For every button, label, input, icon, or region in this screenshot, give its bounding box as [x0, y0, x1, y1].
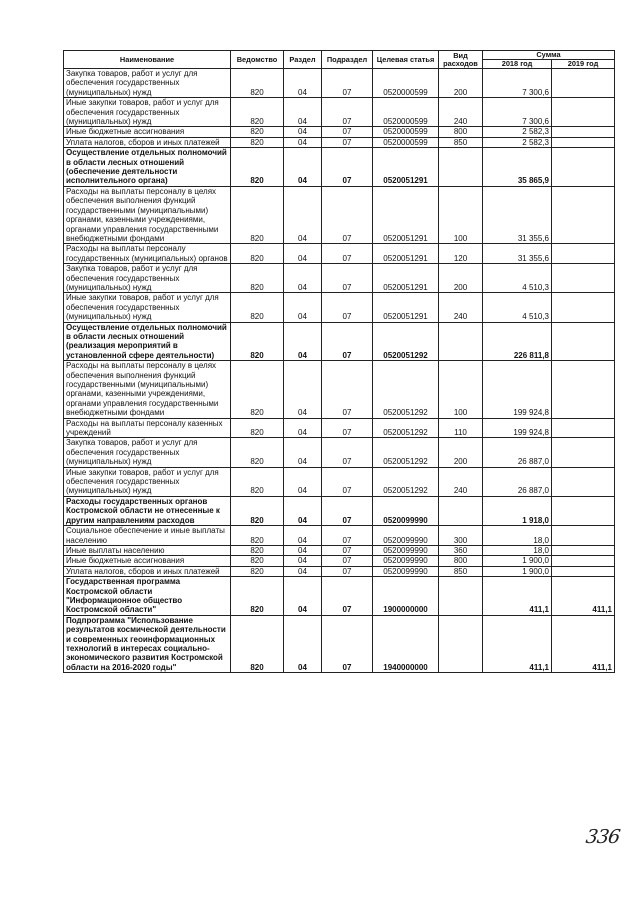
table-row	[64, 264, 615, 293]
cell-kind	[439, 496, 483, 525]
cell-y2018: 1 900,0	[483, 566, 552, 576]
cell-dept: 820	[231, 615, 284, 672]
cell-name: Уплата налогов, сборов и иных платежей	[64, 137, 231, 147]
cell-y2019	[552, 322, 615, 361]
cell-y2018: 26 887,0	[483, 467, 552, 496]
cell-y2019	[552, 496, 615, 525]
cell-dept: 820	[231, 148, 284, 187]
cell-kind	[439, 322, 483, 361]
cell-kind: 240	[439, 293, 483, 322]
cell-dept: 820	[231, 293, 284, 322]
header-target: Целевая статья	[373, 51, 439, 69]
cell-subsection: 07	[322, 467, 373, 496]
cell-dept: 820	[231, 361, 284, 418]
cell-section: 04	[284, 322, 322, 361]
header-2019: 2019 год	[552, 60, 615, 69]
cell-y2019	[552, 526, 615, 546]
cell-y2018: 411,1	[483, 615, 552, 672]
cell-subsection: 07	[322, 322, 373, 361]
cell-section: 04	[284, 556, 322, 566]
cell-kind	[439, 577, 483, 616]
cell-section: 04	[284, 577, 322, 616]
cell-y2019	[552, 556, 615, 566]
cell-section: 04	[284, 418, 322, 438]
cell-y2019	[552, 264, 615, 293]
cell-y2019	[552, 244, 615, 264]
cell-y2018: 35 865,9	[483, 148, 552, 187]
cell-kind: 100	[439, 186, 483, 243]
cell-target: 0520051292	[373, 322, 439, 361]
cell-y2018: 7 300,6	[483, 98, 552, 127]
cell-y2018: 226 811,8	[483, 322, 552, 361]
cell-name: Государственная программа Костромской области "Информационное общество Костромской области"	[64, 577, 231, 616]
cell-y2019	[552, 127, 615, 137]
budget-table	[63, 50, 615, 673]
cell-section: 04	[284, 98, 322, 127]
cell-target: 0520000599	[373, 137, 439, 147]
cell-kind: 100	[439, 361, 483, 418]
cell-dept: 820	[231, 467, 284, 496]
cell-y2018: 1 918,0	[483, 496, 552, 525]
table-row	[64, 361, 615, 418]
table-row	[64, 566, 615, 576]
cell-target: 0520099990	[373, 496, 439, 525]
cell-subsection: 07	[322, 186, 373, 243]
cell-section: 04	[284, 69, 322, 98]
cell-section: 04	[284, 293, 322, 322]
cell-section: 04	[284, 127, 322, 137]
cell-dept: 820	[231, 127, 284, 137]
cell-name: Закупка товаров, работ и услуг для обеспечения государственных (муниципальных) нужд	[64, 438, 231, 467]
cell-subsection: 07	[322, 438, 373, 467]
header-2018: 2018 год	[483, 60, 552, 69]
cell-dept: 820	[231, 545, 284, 555]
cell-y2019	[552, 98, 615, 127]
table-row	[64, 418, 615, 438]
cell-dept: 820	[231, 556, 284, 566]
table-row	[64, 556, 615, 566]
cell-y2018: 4 510,3	[483, 293, 552, 322]
cell-name: Закупка товаров, работ и услуг для обеспечения государственных (муниципальных) нужд	[64, 264, 231, 293]
header-sum: Сумма	[483, 51, 615, 60]
table-row	[64, 467, 615, 496]
table-row	[64, 322, 615, 361]
cell-dept: 820	[231, 577, 284, 616]
cell-y2019	[552, 148, 615, 187]
cell-subsection: 07	[322, 293, 373, 322]
cell-target: 0520051291	[373, 244, 439, 264]
cell-subsection: 07	[322, 69, 373, 98]
cell-section: 04	[284, 137, 322, 147]
cell-subsection: 07	[322, 264, 373, 293]
cell-name: Осуществление отдельных полномочий в области лесных отношений (обеспечение деятельности исполнительного органа)	[64, 148, 231, 187]
cell-subsection: 07	[322, 137, 373, 147]
cell-kind: 200	[439, 264, 483, 293]
cell-kind: 110	[439, 418, 483, 438]
cell-name: Иные закупки товаров, работ и услуг для обеспечения государственных (муниципальных) нужд	[64, 467, 231, 496]
header-dept: Ведомство	[231, 51, 284, 69]
cell-target: 0520099990	[373, 526, 439, 546]
cell-subsection: 07	[322, 148, 373, 187]
cell-section: 04	[284, 264, 322, 293]
cell-section: 04	[284, 496, 322, 525]
cell-y2019	[552, 361, 615, 418]
header-subsection: Подраздел	[322, 51, 373, 69]
table-row	[64, 148, 615, 187]
cell-target: 0520051291	[373, 148, 439, 187]
cell-dept: 820	[231, 566, 284, 576]
cell-y2019	[552, 69, 615, 98]
cell-name: Расходы на выплаты персоналу в целях обеспечения выполнения функций государственными (муниципальными) органами, казенными учреждениями, органами управления государственными внебюджетными фондами	[64, 361, 231, 418]
cell-y2018: 2 582,3	[483, 127, 552, 137]
cell-kind: 850	[439, 566, 483, 576]
cell-dept: 820	[231, 264, 284, 293]
table-row	[64, 526, 615, 546]
table-row	[64, 545, 615, 555]
table-row	[64, 137, 615, 147]
cell-subsection: 07	[322, 566, 373, 576]
cell-y2019	[552, 293, 615, 322]
cell-kind: 240	[439, 98, 483, 127]
cell-name: Расходы на выплаты персоналу казенных учреждений	[64, 418, 231, 438]
cell-subsection: 07	[322, 418, 373, 438]
cell-kind: 850	[439, 137, 483, 147]
cell-name: Подпрограмма "Использование результатов космической деятельности и современных геоинформационных технологий в интересах социально-экономического развития Костромской области на 2016-2020 годы"	[64, 615, 231, 672]
cell-name: Закупка товаров, работ и услуг для обеспечения государственных (муниципальных) нужд	[64, 69, 231, 98]
cell-y2018: 1 900,0	[483, 556, 552, 566]
cell-section: 04	[284, 526, 322, 546]
cell-y2019	[552, 186, 615, 243]
cell-target: 0520051292	[373, 438, 439, 467]
cell-section: 04	[284, 361, 322, 418]
cell-name: Иные закупки товаров, работ и услуг для обеспечения государственных (муниципальных) нужд	[64, 293, 231, 322]
cell-kind: 360	[439, 545, 483, 555]
cell-section: 04	[284, 438, 322, 467]
cell-section: 04	[284, 186, 322, 243]
page-number: 336	[584, 826, 621, 848]
cell-kind: 200	[439, 69, 483, 98]
cell-name: Расходы на выплаты персоналу государственных (муниципальных) органов	[64, 244, 231, 264]
cell-dept: 820	[231, 438, 284, 467]
cell-subsection: 07	[322, 526, 373, 546]
cell-name: Иные бюджетные ассигнования	[64, 127, 231, 137]
cell-name: Расходы государственных органов Костромской области не отнесенные к другим направлениям расходов	[64, 496, 231, 525]
cell-name: Иные выплаты населению	[64, 545, 231, 555]
cell-kind: 800	[439, 127, 483, 137]
cell-section: 04	[284, 148, 322, 187]
cell-target: 1940000000	[373, 615, 439, 672]
cell-y2019	[552, 137, 615, 147]
cell-y2018: 18,0	[483, 545, 552, 555]
cell-subsection: 07	[322, 361, 373, 418]
cell-name: Осуществление отдельных полномочий в области лесных отношений (реализация мероприятий в установленной сфере деятельности)	[64, 322, 231, 361]
cell-y2019	[552, 467, 615, 496]
cell-section: 04	[284, 244, 322, 264]
table-row	[64, 438, 615, 467]
cell-y2019	[552, 418, 615, 438]
table-body	[64, 69, 615, 673]
cell-subsection: 07	[322, 127, 373, 137]
cell-dept: 820	[231, 526, 284, 546]
cell-subsection: 07	[322, 545, 373, 555]
cell-subsection: 07	[322, 615, 373, 672]
cell-name: Социальное обеспечение и иные выплаты населению	[64, 526, 231, 546]
cell-y2018: 199 924,8	[483, 361, 552, 418]
header-section: Раздел	[284, 51, 322, 69]
table-row	[64, 244, 615, 264]
cell-y2019: 411,1	[552, 577, 615, 616]
cell-y2019	[552, 566, 615, 576]
cell-y2018: 31 355,6	[483, 244, 552, 264]
cell-y2018: 4 510,3	[483, 264, 552, 293]
cell-kind	[439, 615, 483, 672]
table-row	[64, 577, 615, 616]
cell-kind: 120	[439, 244, 483, 264]
cell-y2018: 26 887,0	[483, 438, 552, 467]
cell-subsection: 07	[322, 98, 373, 127]
cell-target: 1900000000	[373, 577, 439, 616]
table-row	[64, 69, 615, 98]
cell-kind: 200	[439, 438, 483, 467]
table-row	[64, 615, 615, 672]
cell-dept: 820	[231, 98, 284, 127]
cell-target: 0520051291	[373, 293, 439, 322]
cell-subsection: 07	[322, 556, 373, 566]
cell-target: 0520051292	[373, 418, 439, 438]
cell-y2019	[552, 545, 615, 555]
cell-section: 04	[284, 615, 322, 672]
cell-target: 0520051291	[373, 264, 439, 293]
cell-kind: 300	[439, 526, 483, 546]
cell-kind: 800	[439, 556, 483, 566]
cell-kind: 240	[439, 467, 483, 496]
table-row	[64, 186, 615, 243]
cell-dept: 820	[231, 186, 284, 243]
cell-y2018: 18,0	[483, 526, 552, 546]
header-kind: Вид расходов	[439, 51, 483, 69]
cell-section: 04	[284, 545, 322, 555]
cell-section: 04	[284, 566, 322, 576]
cell-dept: 820	[231, 137, 284, 147]
table-row	[64, 127, 615, 137]
cell-y2018: 31 355,6	[483, 186, 552, 243]
cell-dept: 820	[231, 322, 284, 361]
cell-name: Иные закупки товаров, работ и услуг для обеспечения государственных (муниципальных) нужд	[64, 98, 231, 127]
cell-target: 0520000599	[373, 69, 439, 98]
table-row	[64, 496, 615, 525]
cell-target: 0520000599	[373, 98, 439, 127]
cell-target: 0520051291	[373, 186, 439, 243]
cell-target: 0520051292	[373, 467, 439, 496]
cell-subsection: 07	[322, 244, 373, 264]
table-row	[64, 98, 615, 127]
cell-target: 0520099990	[373, 545, 439, 555]
cell-dept: 820	[231, 69, 284, 98]
cell-subsection: 07	[322, 496, 373, 525]
cell-name: Расходы на выплаты персоналу в целях обеспечения выполнения функций государственными (муниципальными) органами, казенными учреждениями, органами управления государственными внебюджетными фондами	[64, 186, 231, 243]
table-row	[64, 293, 615, 322]
cell-kind	[439, 148, 483, 187]
cell-y2018: 2 582,3	[483, 137, 552, 147]
header-name: Наименование	[64, 51, 231, 69]
cell-y2018: 7 300,6	[483, 69, 552, 98]
cell-name: Иные бюджетные ассигнования	[64, 556, 231, 566]
cell-dept: 820	[231, 244, 284, 264]
cell-y2018: 199 924,8	[483, 418, 552, 438]
cell-target: 0520099990	[373, 556, 439, 566]
cell-target: 0520099990	[373, 566, 439, 576]
cell-y2018: 411,1	[483, 577, 552, 616]
cell-dept: 820	[231, 418, 284, 438]
cell-subsection: 07	[322, 577, 373, 616]
cell-y2019	[552, 438, 615, 467]
cell-target: 0520000599	[373, 127, 439, 137]
cell-target: 0520051292	[373, 361, 439, 418]
cell-y2019: 411,1	[552, 615, 615, 672]
cell-section: 04	[284, 467, 322, 496]
cell-dept: 820	[231, 496, 284, 525]
cell-name: Уплата налогов, сборов и иных платежей	[64, 566, 231, 576]
